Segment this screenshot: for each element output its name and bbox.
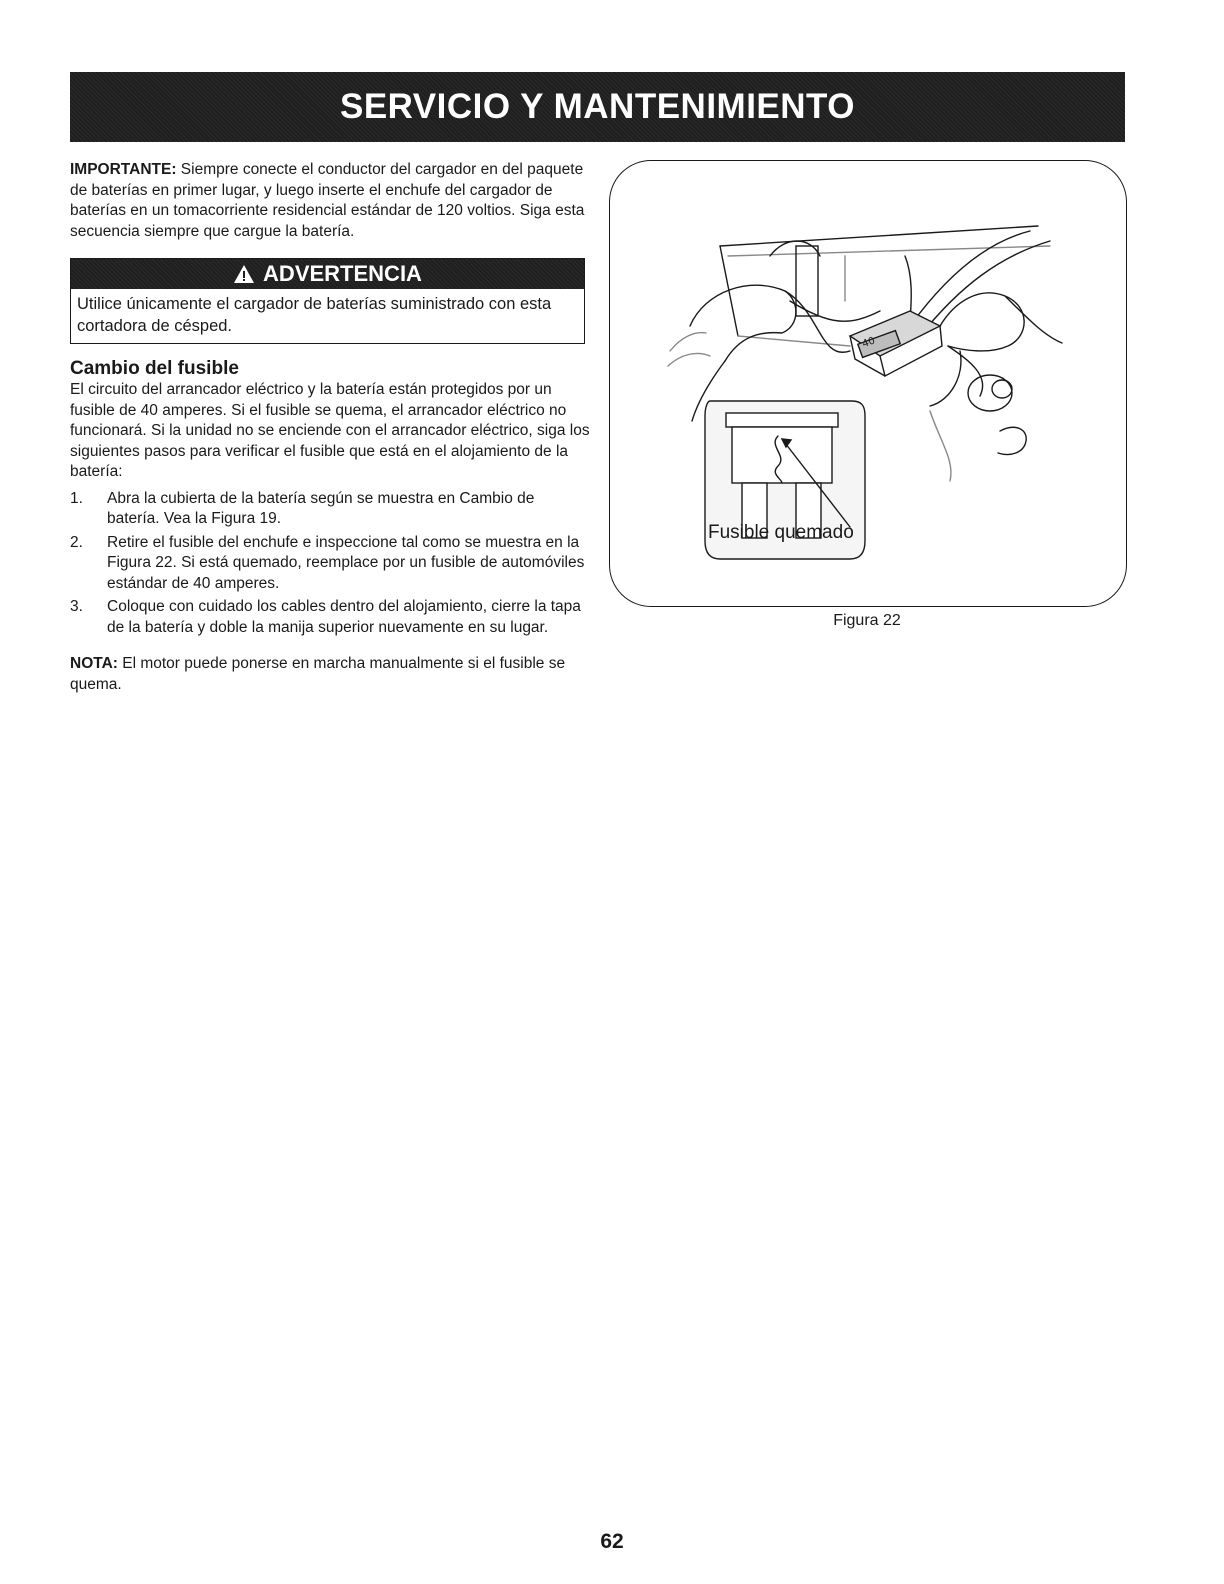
importante-paragraph bbox=[70, 160, 590, 242]
list-item bbox=[70, 597, 590, 638]
nota-label: NOTA: bbox=[70, 655, 118, 672]
steps-list bbox=[70, 489, 590, 639]
fuse-illustration bbox=[610, 161, 1126, 606]
warning-header bbox=[71, 259, 584, 289]
importante-label: IMPORTANTE: bbox=[70, 161, 177, 178]
fuse-rating-label: 40 bbox=[860, 335, 877, 351]
warning-triangle-icon bbox=[233, 264, 255, 284]
nota-paragraph bbox=[70, 654, 590, 695]
main-text-column bbox=[70, 160, 590, 695]
page-number: 62 bbox=[600, 1530, 624, 1553]
list-item bbox=[70, 533, 590, 595]
step-number: 1. bbox=[70, 489, 83, 507]
step-number: 3. bbox=[70, 598, 83, 615]
figure-caption: Figura 22 bbox=[833, 612, 901, 629]
section-header-bar bbox=[70, 72, 1125, 142]
section-title: Cambio del fusible bbox=[70, 358, 239, 379]
figure-22-illustration bbox=[609, 160, 1127, 607]
list-item bbox=[70, 489, 590, 530]
step-text: Coloque con cuidado los cables dentro del alojamiento, cierre la tapa de la batería y doble la manija superior nuevamente en su lugar. bbox=[107, 598, 581, 636]
step-text: Abra la cubierta de la batería según se muestra en Cambio de batería. Vea la Figura 19. bbox=[107, 489, 535, 527]
warning-title: ADVERTENCIA bbox=[263, 261, 422, 286]
page-title: SERVICIO Y MANTENIMIENTO bbox=[339, 87, 856, 126]
blown-fuse-label: Fusible quemado bbox=[708, 522, 854, 543]
step-text: Retire el fusible del enchufe e inspeccione tal como se muestra en la Figura 22. Si está quemado, reemplace por un fusible de automóviles estándar de 40 amperes. bbox=[107, 533, 585, 592]
warning-box bbox=[70, 258, 585, 344]
step-number: 2. bbox=[70, 533, 83, 551]
importante-text: Siempre conecte el conductor del cargador en del paquete de baterías en primer lugar, y luego inserte el enchufe del cargador de baterías en un tomacorriente residencial estándar de 120 voltios. Siga esta secuencia siempre que cargue la batería. bbox=[70, 161, 585, 240]
section-intro: El circuito del arrancador eléctrico y la batería están protegidos por un fusible de 40 amperes. Si el fusible se quema, el arrancador eléctrico no funcionará. Si la unidad no se enciende con el arrancador eléctrico, siga los siguientes pasos para verificar el fusible que está en el alojamiento de la batería: bbox=[70, 381, 590, 480]
warning-text: Utilice únicamente el cargador de baterías suministrado con esta cortadora de césped. bbox=[77, 295, 552, 335]
nota-text: El motor puede ponerse en marcha manualmente si el fusible se quema. bbox=[70, 655, 566, 693]
